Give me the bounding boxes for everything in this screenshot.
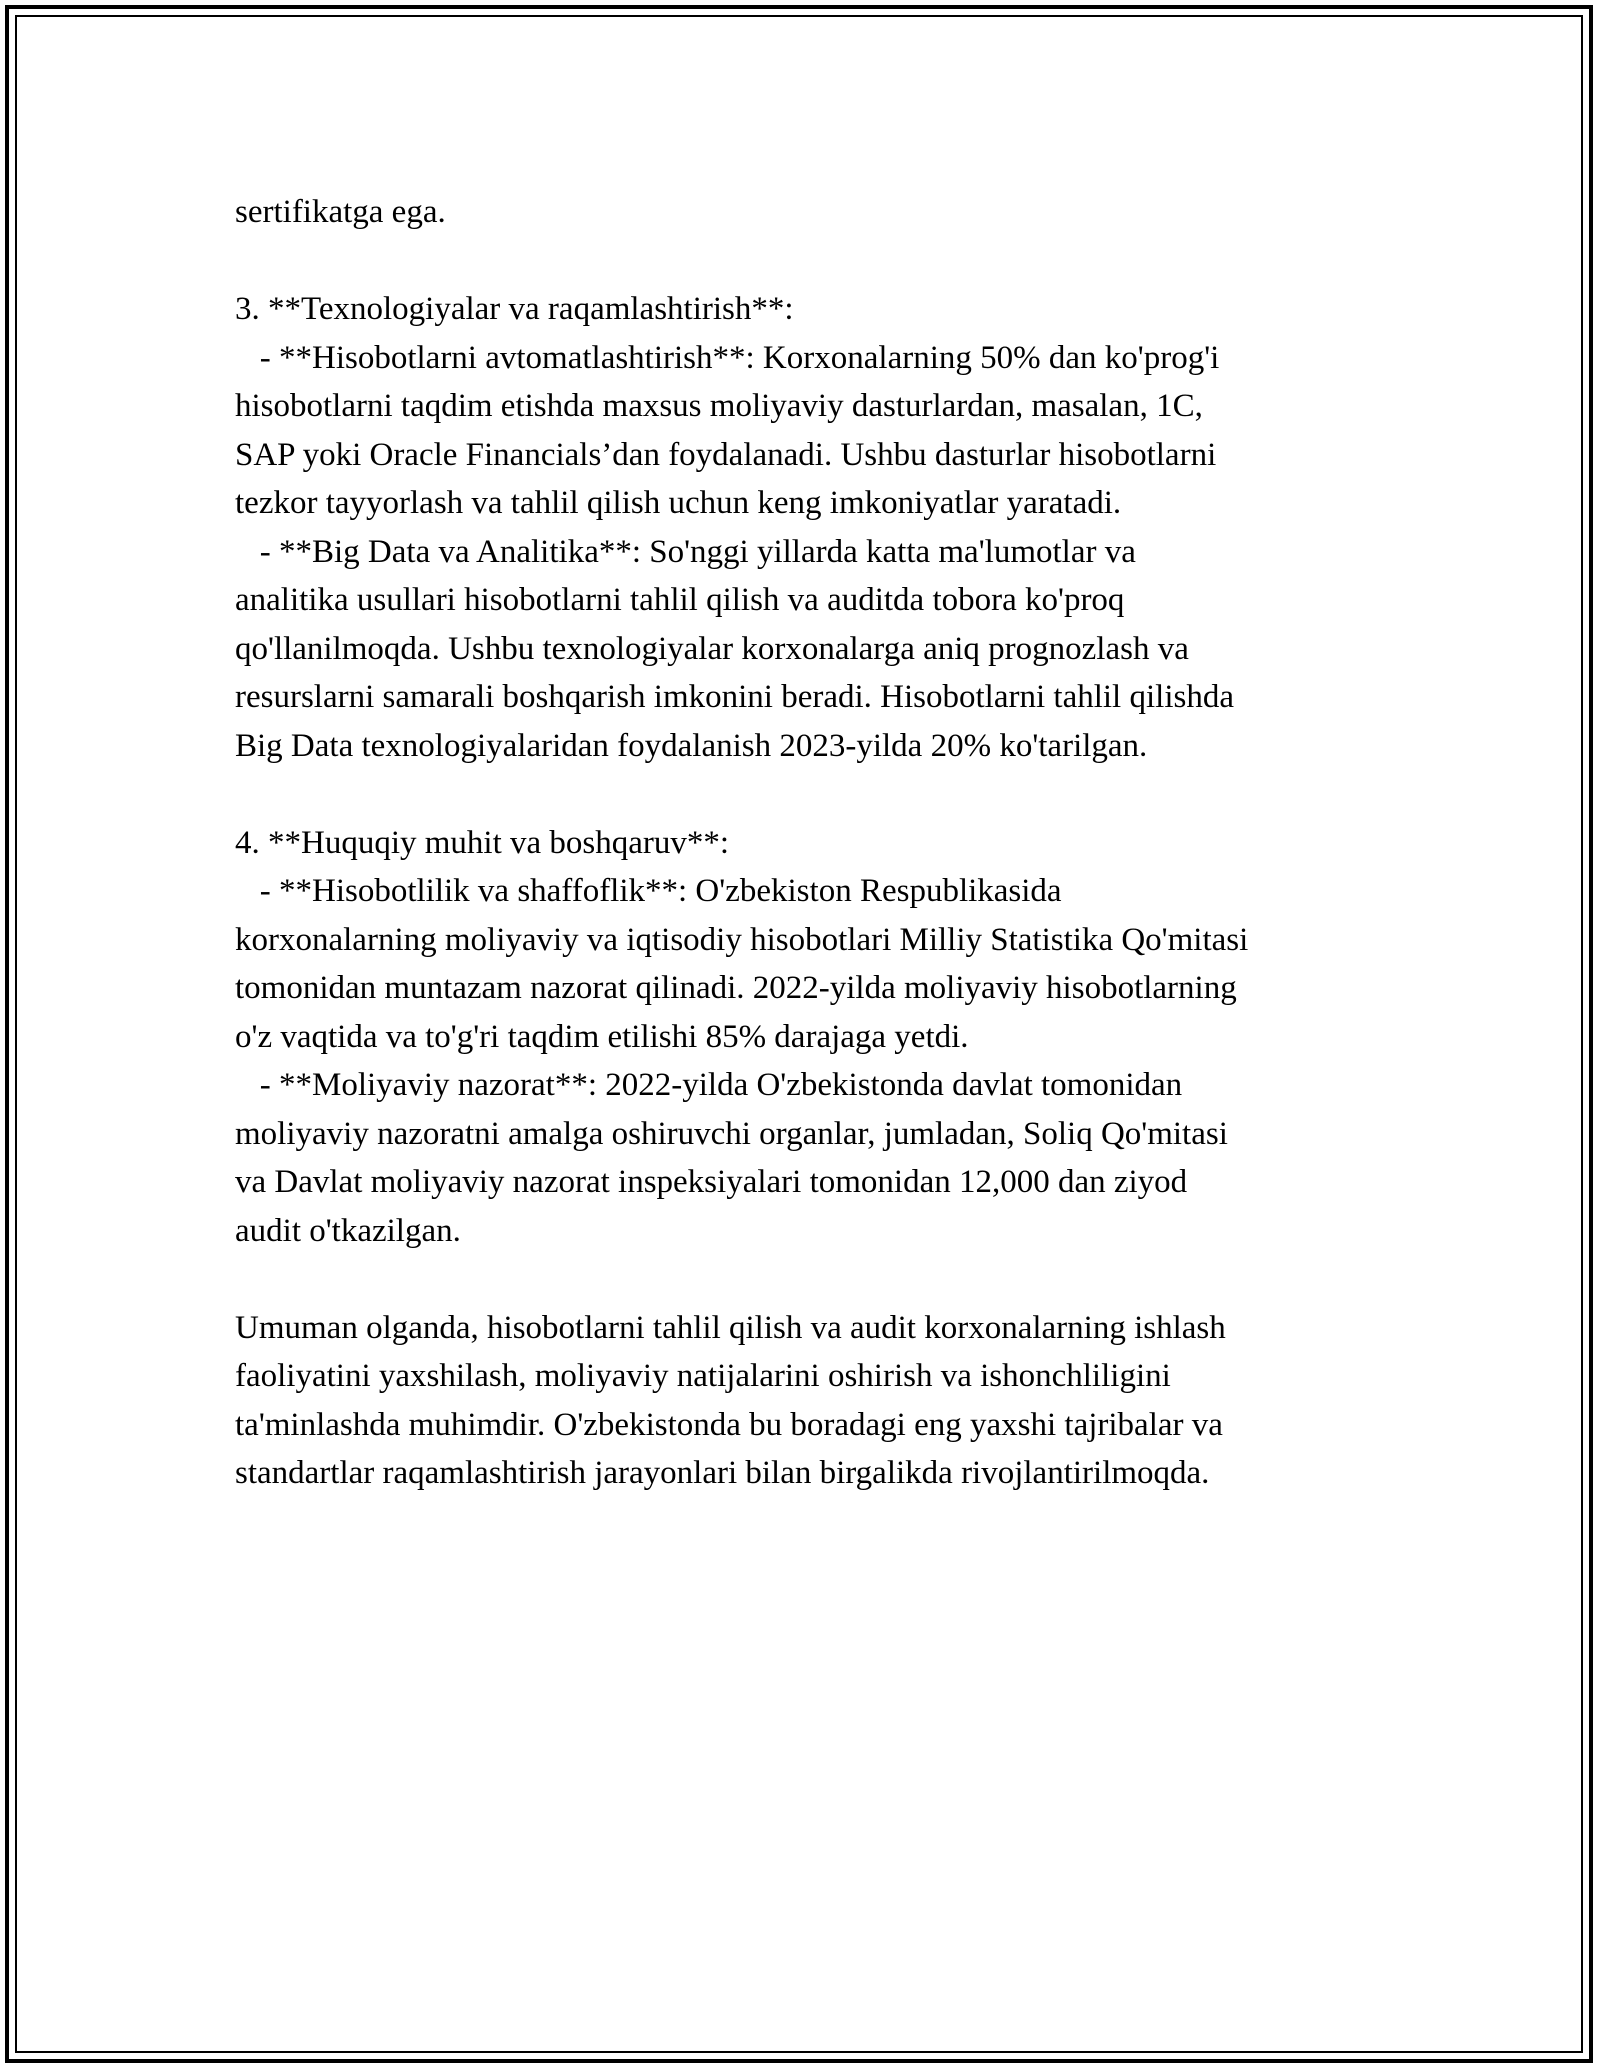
- document-body: [235, 188, 1375, 1498]
- summary-line: ta'minlashda muhimdir. O'zbekistonda bu boradagi eng yaxshi tajribalar va: [235, 1406, 1223, 1443]
- text-line: moliyaviy nazoratni amalga oshiruvchi organlar, jumladan, Soliq Qo'mitasi: [235, 1115, 1228, 1152]
- section-heading: 4. **Huquqiy muhit va boshqaruv**:: [235, 824, 730, 861]
- bullet-line: - **Moliyaviy nazorat**: 2022-yilda O'zbekistonda davlat tomonidan: [235, 1067, 1183, 1103]
- summary-line: faoliyatini yaxshilash, moliyaviy natijalarini oshirish va ishonchliligini: [235, 1358, 1171, 1394]
- bullet-line: - **Hisobotlilik va shaffoflik**: O'zbekiston Respublikasida: [235, 873, 1062, 909]
- text-line: va Davlat moliyaviy nazorat inspeksiyalari tomonidan 12,000 dan ziyod: [235, 1164, 1188, 1200]
- text-line: resurslarni samarali boshqarish imkonini beradi. Hisobotlarni tahlil qilishda: [235, 679, 1234, 715]
- text-line: analitika usullari hisobotlarni tahlil qilish va auditda tobora ko'proq: [235, 582, 1125, 618]
- text-line: sertifikatga ega.: [235, 194, 446, 230]
- blank-line: [235, 237, 1375, 286]
- text-line: hisobotlarni taqdim etishda maxsus moliyaviy dasturlardan, masalan, 1C,: [235, 388, 1203, 424]
- blank-line: [235, 770, 1375, 819]
- text-line: tomonidan muntazam nazorat qilinadi. 2022-yilda moliyaviy hisobotlarning: [235, 970, 1237, 1006]
- text-line: korxonalarning moliyaviy va iqtisodiy hisobotlari Milliy Statistika Qo'mitasi: [235, 921, 1249, 958]
- blank-line: [235, 1255, 1375, 1304]
- section-heading: 3. **Texnologiyalar va raqamlashtirish**:: [235, 291, 794, 327]
- bullet-line: - **Hisobotlarni avtomatlashtirish**: Korxonalarning 50% dan ko'prog'i: [235, 339, 1220, 376]
- text-line: SAP yoki Oracle Financials’dan foydalanadi. Ushbu dasturlar hisobotlarni: [235, 436, 1217, 473]
- text-line: audit o'tkazilgan.: [235, 1212, 461, 1249]
- text-line: qo'llanilmoqda. Ushbu texnologiyalar korxonalarga aniq prognozlash va: [235, 630, 1189, 667]
- text-line: Big Data texnologiyalaridan foydalanish 2023-yilda 20% ko'tarilgan.: [235, 727, 1148, 764]
- summary-line: Umuman olganda, hisobotlarni tahlil qilish va audit korxonalarning ishlash: [235, 1309, 1226, 1346]
- summary-line: standartlar raqamlashtirish jarayonlari bilan birgalikda rivojlantirilmoqda.: [235, 1455, 1210, 1491]
- text-line: tezkor tayyorlash va tahlil qilish uchun keng imkoniyatlar yaratadi.: [235, 485, 1122, 521]
- bullet-line: - **Big Data va Analitika**: So'nggi yillarda katta ma'lumotlar va: [235, 533, 1136, 570]
- text-line: o'z vaqtida va to'g'ri taqdim etilishi 85% darajaga yetdi.: [235, 1018, 969, 1055]
